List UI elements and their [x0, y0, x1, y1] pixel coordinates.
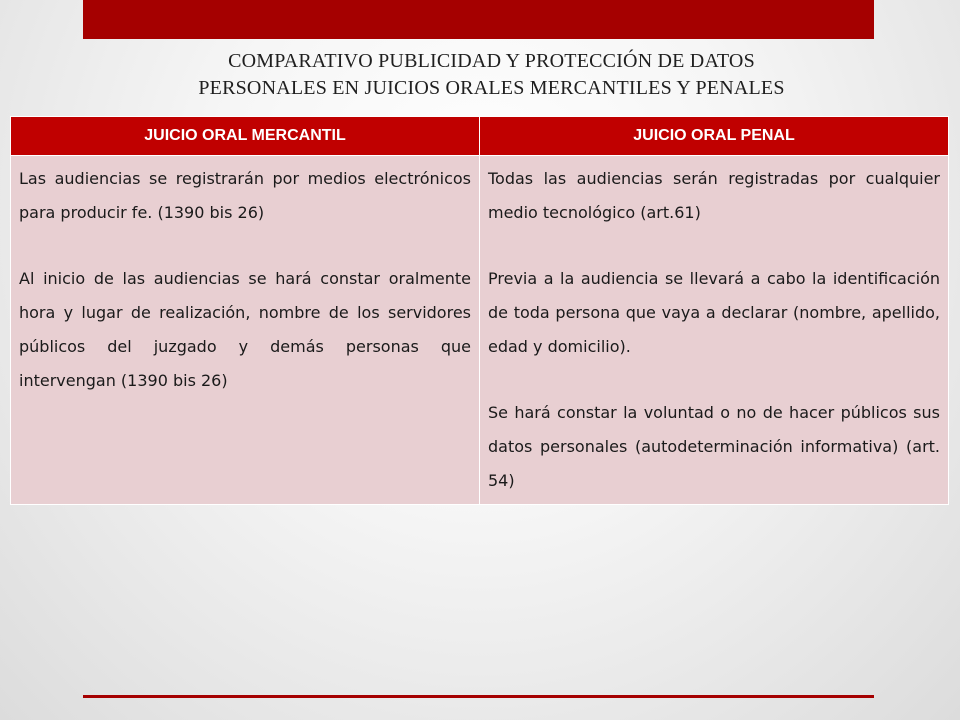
- table-header-row: [11, 117, 949, 156]
- mercantil-paragraph-2: Al inicio de las audiencias se hará constar oralmente hora y lugar de realización, nombre de los servidores públicos del juzgado y demás personas que intervengan (1390 bis 26): [19, 269, 471, 390]
- slide-title: [83, 48, 900, 102]
- title-line-1: COMPARATIVO PUBLICIDAD Y PROTECCIÓN DE DATOS: [228, 50, 755, 72]
- title-line-2: PERSONALES EN JUICIOS ORALES MERCANTILES Y PENALES: [198, 77, 785, 99]
- cell-penal: [480, 156, 949, 505]
- mercantil-paragraph-1: Las audiencias se registrarán por medios electrónicos para producir fe. (1390 bis 26): [19, 169, 471, 222]
- table-row: [11, 156, 949, 505]
- top-accent-bar: [83, 0, 874, 39]
- header-juicio-oral-mercantil: JUICIO ORAL MERCANTIL: [11, 117, 480, 156]
- penal-paragraph-2: Previa a la audiencia se llevará a cabo la identificación de toda persona que vaya a declarar (nombre, apellido, edad y domicilio).: [488, 269, 940, 356]
- comparison-table: [10, 116, 949, 505]
- penal-paragraph-1: Todas las audiencias serán registradas por cualquier medio tecnológico (art.61): [488, 169, 940, 222]
- bottom-accent-line: [83, 695, 874, 698]
- cell-mercantil: [11, 156, 480, 505]
- penal-paragraph-3: Se hará constar la voluntad o no de hacer públicos sus datos personales (autodeterminación informativa) (art. 54): [488, 403, 940, 490]
- header-juicio-oral-penal: JUICIO ORAL PENAL: [480, 117, 949, 156]
